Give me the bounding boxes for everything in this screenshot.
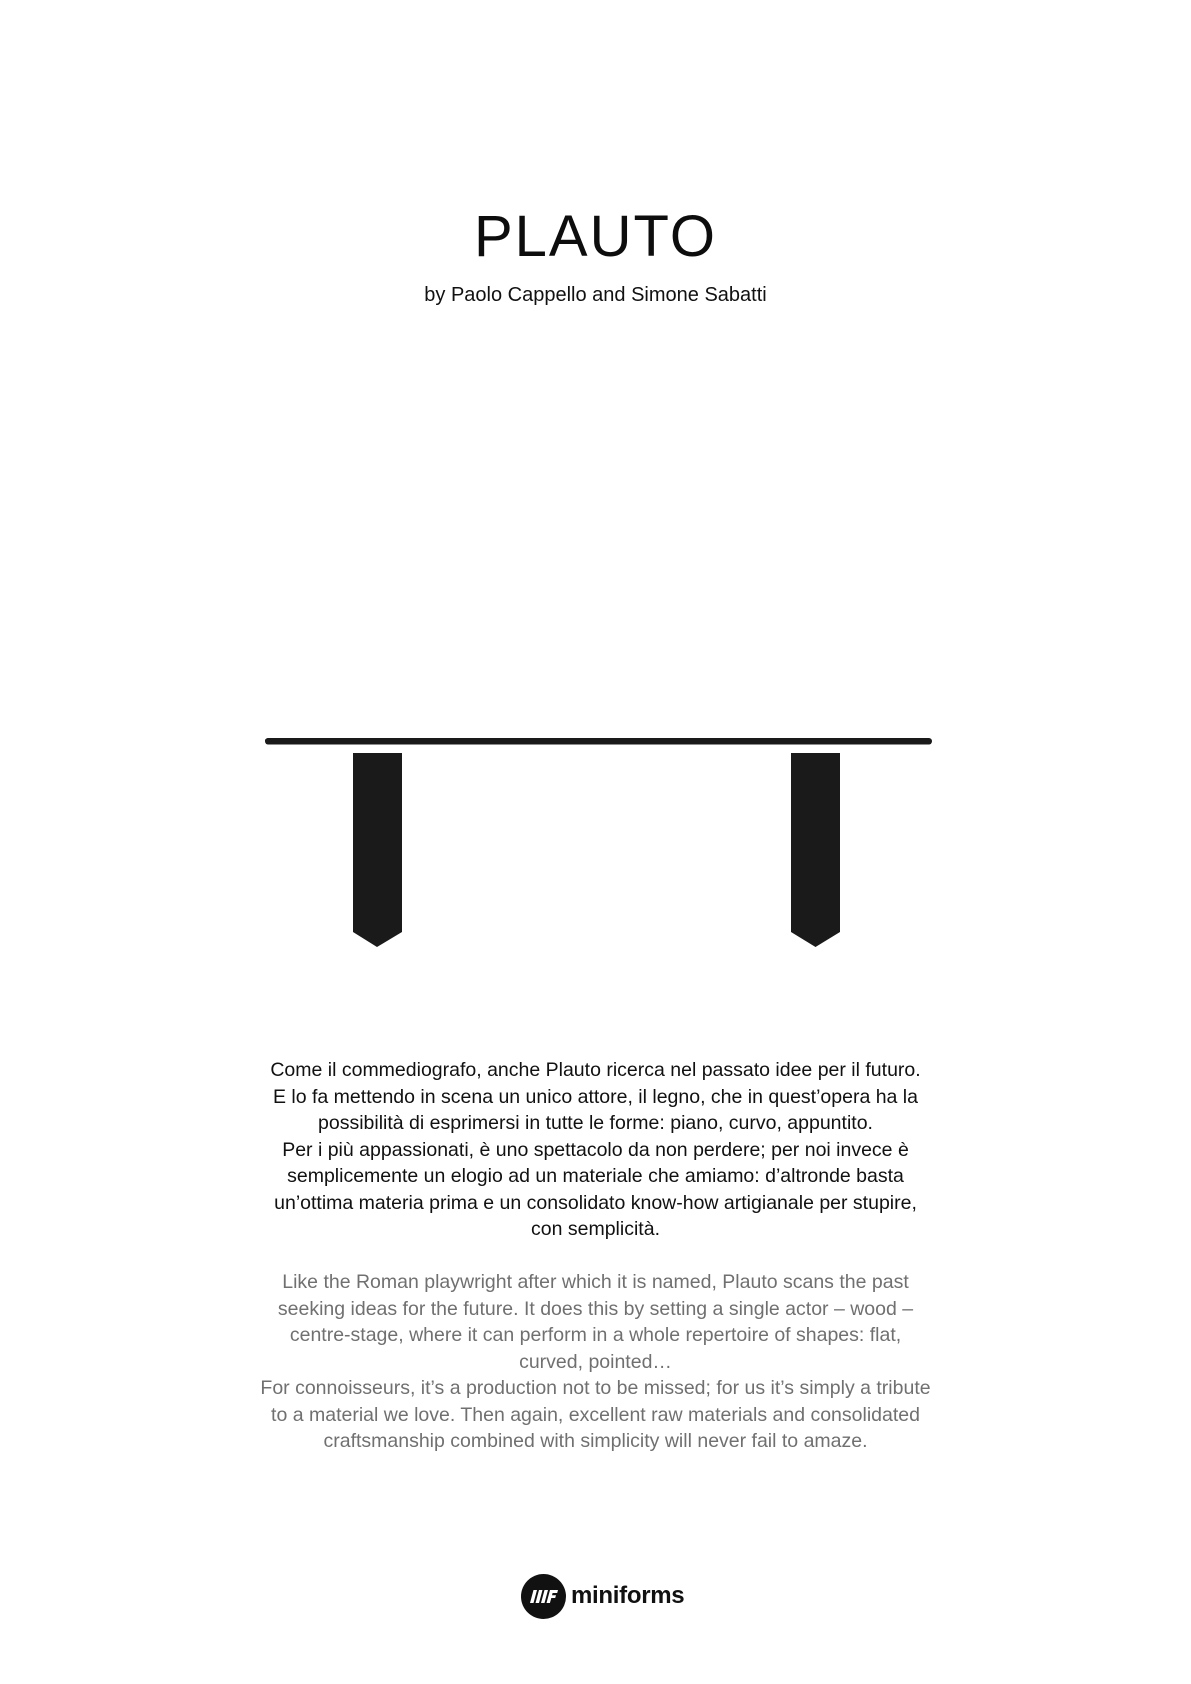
description-line: possibilità di esprimersi in tutte le forme: piano, curvo, appuntito. (318, 1112, 873, 1134)
designer-credit: by Paolo Cappello and Simone Sabatti (424, 284, 767, 306)
description-line: centre-stage, where it can perform in a whole repertoire of shapes: flat, (289, 1324, 902, 1346)
description-line: seeking ideas for the future. It does this by setting a single actor – wood – (277, 1297, 914, 1320)
description-line: craftsmanship combined with simplicity will never fail to amaze. (323, 1430, 868, 1452)
table-top (265, 738, 932, 745)
table-leg-right (791, 753, 840, 947)
miniforms-logo-icon (521, 1574, 566, 1619)
description-line: con semplicità. (531, 1218, 660, 1240)
description-line: curved, pointed… (519, 1350, 672, 1373)
description-line: Like the Roman playwright after which it is named, Plauto scans the past (282, 1271, 909, 1293)
description-line: semplicemente un elogio ad un materiale che amiamo: d’altronde basta (287, 1165, 904, 1187)
description-italian (210, 1057, 981, 1243)
page-title: PLAUTO (473, 204, 717, 269)
description-line: Come il commediografo, anche Plauto ricerca nel passato idee per il futuro. (270, 1059, 921, 1081)
brand-name: miniforms (571, 1582, 685, 1609)
brand-logo (521, 1573, 684, 1619)
table-leg-left (353, 753, 402, 947)
description-line: For connoisseurs, it’s a production not to be missed; for us it’s simply a tribute (260, 1377, 931, 1399)
description-line: to a material we love. Then again, excellent raw materials and consolidated (271, 1403, 920, 1426)
description-line: un’ottima materia prima e un consolidato know-how artigianale per stupire, (274, 1191, 917, 1214)
description-line: E lo fa mettendo in scena un unico attore, il legno, che in quest’opera ha la (272, 1085, 918, 1108)
description-english (210, 1269, 981, 1455)
description-line: Per i più appassionati, è uno spettacolo da non perdere; per noi invece è (282, 1138, 909, 1161)
